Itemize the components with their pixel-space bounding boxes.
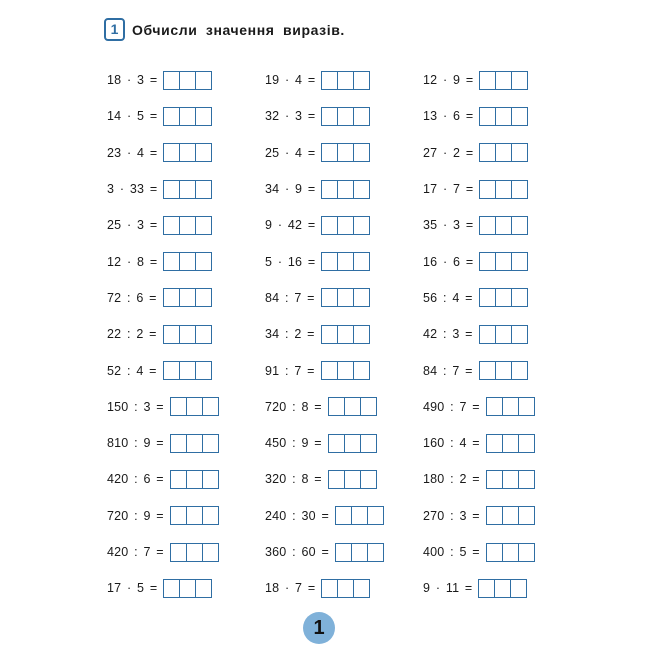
expression-text: 34 · 9 =: [265, 182, 316, 197]
exercise-row: [107, 207, 219, 243]
exercise-row: [423, 243, 535, 279]
expression-text: 27 · 2 =: [423, 145, 474, 160]
exercise-row: [107, 280, 219, 316]
answer-cell[interactable]: [203, 544, 218, 561]
answer-box[interactable]: [163, 252, 212, 271]
answer-cell[interactable]: [171, 398, 187, 415]
expression-text: 13 · 6 =: [423, 109, 474, 124]
expression-text: 490 : 7 =: [423, 399, 480, 414]
expression-text: 14 · 5 =: [107, 109, 158, 124]
answer-cell[interactable]: [180, 144, 196, 161]
answer-box[interactable]: [163, 361, 212, 380]
task-number: 1: [104, 18, 125, 41]
answer-cell[interactable]: [503, 507, 519, 524]
expression-text: 84 : 7 =: [423, 363, 473, 378]
expression-text: 17 · 5 =: [107, 581, 158, 596]
answer-cell[interactable]: [354, 72, 369, 89]
answer-cell[interactable]: [171, 544, 187, 561]
answer-cell[interactable]: [180, 289, 196, 306]
answer-cell[interactable]: [361, 471, 376, 488]
exercise-row: [265, 171, 384, 207]
exercise-row: [265, 280, 384, 316]
answer-cell[interactable]: [487, 544, 503, 561]
answer-box[interactable]: [479, 361, 528, 380]
expression-text: 720 : 8 =: [265, 399, 322, 414]
expression-text: 12 · 9 =: [423, 73, 474, 88]
answer-cell[interactable]: [196, 72, 211, 89]
answer-cell[interactable]: [496, 108, 512, 125]
answer-box[interactable]: [486, 470, 535, 489]
expression-text: 3 · 33 =: [107, 182, 158, 197]
answer-cell[interactable]: [354, 362, 369, 379]
answer-cell[interactable]: [361, 398, 376, 415]
answer-cell[interactable]: [354, 580, 369, 597]
page-number-badge: 1: [303, 612, 335, 644]
answer-cell[interactable]: [187, 471, 203, 488]
answer-cell[interactable]: [338, 326, 354, 343]
answer-cell[interactable]: [180, 580, 196, 597]
answer-cell[interactable]: [480, 326, 496, 343]
answer-box[interactable]: [321, 216, 370, 235]
expression-text: 19 · 4 =: [265, 73, 316, 88]
answer-cell[interactable]: [338, 580, 354, 597]
answer-cell[interactable]: [322, 217, 338, 234]
answer-cell[interactable]: [180, 72, 196, 89]
answer-cell[interactable]: [496, 289, 512, 306]
answer-cell[interactable]: [495, 580, 511, 597]
answer-cell[interactable]: [496, 253, 512, 270]
answer-cell[interactable]: [496, 326, 512, 343]
answer-box[interactable]: [321, 180, 370, 199]
answer-cell[interactable]: [322, 72, 338, 89]
answer-cell[interactable]: [322, 181, 338, 198]
answer-cell[interactable]: [345, 471, 361, 488]
answer-cell[interactable]: [338, 217, 354, 234]
answer-cell[interactable]: [512, 289, 527, 306]
answer-cell[interactable]: [164, 144, 180, 161]
exercise-row: [423, 316, 535, 352]
expression-text: 91 : 7 =: [265, 363, 315, 378]
answer-cell[interactable]: [503, 398, 519, 415]
answer-cell[interactable]: [368, 544, 383, 561]
exercise-row: [107, 389, 219, 425]
answer-cell[interactable]: [196, 253, 211, 270]
exercise-row: [107, 570, 219, 606]
answer-box[interactable]: [479, 143, 528, 162]
answer-cell[interactable]: [345, 398, 361, 415]
answer-cell[interactable]: [512, 362, 527, 379]
expression-text: 420 : 6 =: [107, 472, 164, 487]
answer-cell[interactable]: [354, 326, 369, 343]
exercise-row: [423, 570, 535, 606]
answer-cell[interactable]: [354, 253, 369, 270]
answer-cell[interactable]: [519, 507, 534, 524]
answer-cell[interactable]: [336, 544, 352, 561]
answer-box[interactable]: [163, 71, 212, 90]
expression-text: 12 · 8 =: [107, 254, 158, 269]
answer-cell[interactable]: [338, 181, 354, 198]
answer-cell[interactable]: [503, 471, 519, 488]
answer-cell[interactable]: [329, 398, 345, 415]
answer-cell[interactable]: [480, 181, 496, 198]
answer-cell[interactable]: [487, 435, 503, 452]
answer-box[interactable]: [321, 325, 370, 344]
answer-cell[interactable]: [354, 181, 369, 198]
answer-cell[interactable]: [338, 289, 354, 306]
answer-cell[interactable]: [164, 108, 180, 125]
expression-text: 5 · 16 =: [265, 254, 316, 269]
expression-text: 25 · 4 =: [265, 145, 316, 160]
answer-cell[interactable]: [338, 108, 354, 125]
exercise-row: [423, 135, 535, 171]
expression-text: 720 : 9 =: [107, 508, 164, 523]
answer-cell[interactable]: [187, 544, 203, 561]
expression-text: 320 : 8 =: [265, 472, 322, 487]
answer-cell[interactable]: [503, 435, 519, 452]
answer-cell[interactable]: [329, 435, 345, 452]
exercise-row: [107, 461, 219, 497]
answer-cell[interactable]: [196, 217, 211, 234]
exercise-row: [265, 461, 384, 497]
answer-cell[interactable]: [171, 471, 187, 488]
expression-text: 23 · 4 =: [107, 145, 158, 160]
exercise-row: [423, 207, 535, 243]
expression-text: 72 : 6 =: [107, 290, 157, 305]
answer-box[interactable]: [335, 543, 384, 562]
expression-text: 42 : 3 =: [423, 327, 473, 342]
answer-box[interactable]: [486, 506, 535, 525]
answer-cell[interactable]: [361, 435, 376, 452]
answer-cell[interactable]: [187, 507, 203, 524]
answer-cell[interactable]: [196, 362, 211, 379]
expression-text: 32 · 3 =: [265, 109, 316, 124]
answer-cell[interactable]: [164, 326, 180, 343]
exercise-row: [107, 425, 219, 461]
answer-cell[interactable]: [329, 471, 345, 488]
answer-box[interactable]: [328, 470, 377, 489]
answer-cell[interactable]: [187, 398, 203, 415]
answer-box[interactable]: [163, 325, 212, 344]
answer-box[interactable]: [163, 107, 212, 126]
answer-box[interactable]: [335, 506, 384, 525]
expression-text: 420 : 7 =: [107, 545, 164, 559]
answer-cell[interactable]: [496, 181, 512, 198]
exercise-row: [423, 534, 535, 570]
answer-box[interactable]: [163, 180, 212, 199]
answer-cell[interactable]: [512, 217, 527, 234]
expression-text: 160 : 4 =: [423, 436, 480, 451]
answer-box[interactable]: [170, 470, 219, 489]
exercise-row: [265, 389, 384, 425]
answer-cell[interactable]: [322, 144, 338, 161]
expression-text: 360 : 60 =: [265, 545, 329, 559]
answer-cell[interactable]: [338, 253, 354, 270]
expression-text: 35 · 3 =: [423, 218, 474, 233]
answer-cell[interactable]: [352, 507, 368, 524]
answer-box[interactable]: [479, 325, 528, 344]
answer-cell[interactable]: [171, 507, 187, 524]
answer-box[interactable]: [486, 434, 535, 453]
answer-box[interactable]: [163, 288, 212, 307]
expression-text: 16 · 6 =: [423, 254, 474, 269]
answer-box[interactable]: [479, 216, 528, 235]
answer-cell[interactable]: [203, 471, 218, 488]
answer-cell[interactable]: [322, 326, 338, 343]
answer-cell[interactable]: [354, 144, 369, 161]
expression-text: 84 : 7 =: [265, 290, 315, 305]
exercise-row: [107, 352, 219, 388]
answer-cell[interactable]: [338, 144, 354, 161]
expression-text: 240 : 30 =: [265, 508, 329, 523]
exercise-row: [265, 352, 384, 388]
answer-box[interactable]: [479, 180, 528, 199]
answer-cell[interactable]: [368, 507, 383, 524]
expression-text: 25 · 3 =: [107, 218, 158, 233]
answer-cell[interactable]: [180, 362, 196, 379]
expression-text: 270 : 3 =: [423, 508, 480, 523]
expression-text: 9 · 11 =: [423, 581, 473, 596]
exercise-row: [423, 98, 535, 134]
answer-cell[interactable]: [354, 108, 369, 125]
answer-cell[interactable]: [354, 289, 369, 306]
answer-cell[interactable]: [511, 580, 526, 597]
answer-cell[interactable]: [187, 435, 203, 452]
answer-box[interactable]: [170, 434, 219, 453]
expression-text: 34 : 2 =: [265, 327, 315, 342]
answer-box[interactable]: [328, 434, 377, 453]
answer-box[interactable]: [328, 397, 377, 416]
answer-cell[interactable]: [180, 108, 196, 125]
answer-cell[interactable]: [164, 72, 180, 89]
answer-cell[interactable]: [519, 398, 534, 415]
answer-cell[interactable]: [196, 144, 211, 161]
exercise-row: [265, 534, 384, 570]
exercise-row: [107, 171, 219, 207]
exercise-row: [265, 498, 384, 534]
answer-cell[interactable]: [496, 72, 512, 89]
exercise-row: [423, 352, 535, 388]
expression-text: 18 · 7 =: [265, 581, 316, 596]
answer-box[interactable]: [479, 71, 528, 90]
answer-cell[interactable]: [352, 544, 368, 561]
answer-cell[interactable]: [196, 326, 211, 343]
exercise-row: [423, 498, 535, 534]
exercise-row: [107, 498, 219, 534]
expression-text: 810 : 9 =: [107, 436, 164, 451]
exercise-row: [265, 570, 384, 606]
expressions-column-3: [423, 62, 535, 606]
answer-cell[interactable]: [354, 217, 369, 234]
expression-text: 9 · 42 =: [265, 218, 316, 233]
answer-box[interactable]: [321, 71, 370, 90]
answer-cell[interactable]: [322, 289, 338, 306]
expression-text: 400 : 5 =: [423, 545, 480, 559]
answer-box[interactable]: [479, 107, 528, 126]
exercise-row: [423, 171, 535, 207]
answer-box[interactable]: [321, 288, 370, 307]
answer-cell[interactable]: [322, 253, 338, 270]
answer-cell[interactable]: [164, 217, 180, 234]
answer-cell[interactable]: [480, 144, 496, 161]
answer-cell[interactable]: [512, 144, 527, 161]
exercise-row: [265, 135, 384, 171]
answer-cell[interactable]: [503, 544, 519, 561]
exercise-row: [265, 62, 384, 98]
answer-cell[interactable]: [480, 72, 496, 89]
answer-cell[interactable]: [180, 326, 196, 343]
answer-box[interactable]: [479, 252, 528, 271]
answer-cell[interactable]: [180, 181, 196, 198]
answer-cell[interactable]: [164, 253, 180, 270]
answer-cell[interactable]: [322, 362, 338, 379]
expressions-column-1: [107, 62, 219, 606]
answer-box[interactable]: [170, 543, 219, 562]
answer-cell[interactable]: [479, 580, 495, 597]
answer-box[interactable]: [170, 397, 219, 416]
exercise-row: [265, 98, 384, 134]
expressions-column-2: [265, 62, 384, 606]
answer-cell[interactable]: [496, 217, 512, 234]
answer-box[interactable]: [163, 143, 212, 162]
exercise-row: [107, 98, 219, 134]
exercise-row: [265, 316, 384, 352]
answer-cell[interactable]: [512, 108, 527, 125]
exercise-row: [265, 243, 384, 279]
expression-text: 180 : 2 =: [423, 472, 480, 487]
answer-cell[interactable]: [171, 435, 187, 452]
answer-box[interactable]: [321, 107, 370, 126]
expression-text: 22 : 2 =: [107, 327, 157, 342]
answer-cell[interactable]: [164, 289, 180, 306]
answer-cell[interactable]: [496, 144, 512, 161]
answer-cell[interactable]: [196, 580, 211, 597]
answer-cell[interactable]: [180, 217, 196, 234]
exercise-row: [265, 207, 384, 243]
expression-text: 150 : 3 =: [107, 399, 164, 414]
answer-box[interactable]: [478, 579, 527, 598]
answer-cell[interactable]: [322, 580, 338, 597]
answer-cell[interactable]: [487, 507, 503, 524]
answer-box[interactable]: [163, 579, 212, 598]
answer-box[interactable]: [479, 288, 528, 307]
answer-cell[interactable]: [203, 398, 218, 415]
answer-box[interactable]: [486, 397, 535, 416]
task-title: Обчисли значення виразів.: [132, 21, 345, 38]
answer-cell[interactable]: [196, 108, 211, 125]
answer-box[interactable]: [321, 143, 370, 162]
answer-cell[interactable]: [203, 435, 218, 452]
answer-box[interactable]: [170, 506, 219, 525]
answer-cell[interactable]: [338, 72, 354, 89]
answer-cell[interactable]: [196, 289, 211, 306]
answer-box[interactable]: [163, 216, 212, 235]
exercise-row: [107, 534, 219, 570]
answer-cell[interactable]: [519, 471, 534, 488]
answer-cell[interactable]: [322, 108, 338, 125]
answer-cell[interactable]: [336, 507, 352, 524]
exercise-row: [107, 243, 219, 279]
exercise-row: [107, 316, 219, 352]
answer-cell[interactable]: [512, 253, 527, 270]
answer-cell[interactable]: [480, 108, 496, 125]
answer-box[interactable]: [321, 361, 370, 380]
answer-cell[interactable]: [196, 181, 211, 198]
exercise-row: [265, 425, 384, 461]
expression-text: 450 : 9 =: [265, 436, 322, 451]
answer-box[interactable]: [321, 579, 370, 598]
answer-cell[interactable]: [480, 289, 496, 306]
answer-cell[interactable]: [345, 435, 361, 452]
answer-box[interactable]: [321, 252, 370, 271]
exercise-row: [423, 62, 535, 98]
exercise-row: [107, 62, 219, 98]
exercise-row: [423, 425, 535, 461]
answer-cell[interactable]: [480, 217, 496, 234]
answer-cell[interactable]: [164, 580, 180, 597]
answer-cell[interactable]: [164, 181, 180, 198]
answer-cell[interactable]: [487, 398, 503, 415]
answer-cell[interactable]: [164, 362, 180, 379]
answer-cell[interactable]: [512, 326, 527, 343]
expression-text: 17 · 7 =: [423, 182, 474, 197]
answer-box[interactable]: [486, 543, 535, 562]
answer-cell[interactable]: [519, 435, 534, 452]
answer-cell[interactable]: [338, 362, 354, 379]
answer-cell[interactable]: [512, 181, 527, 198]
exercise-row: [423, 389, 535, 425]
answer-cell[interactable]: [496, 362, 512, 379]
answer-cell[interactable]: [487, 471, 503, 488]
answer-cell[interactable]: [512, 72, 527, 89]
answer-cell[interactable]: [519, 544, 534, 561]
expression-text: 52 : 4 =: [107, 363, 157, 378]
exercise-row: [107, 135, 219, 171]
exercise-row: [423, 461, 535, 497]
expression-text: 56 : 4 =: [423, 290, 473, 305]
answer-cell[interactable]: [480, 253, 496, 270]
answer-cell[interactable]: [480, 362, 496, 379]
answer-cell[interactable]: [203, 507, 218, 524]
expression-text: 18 · 3 =: [107, 73, 158, 88]
exercise-row: [423, 280, 535, 316]
answer-cell[interactable]: [180, 253, 196, 270]
